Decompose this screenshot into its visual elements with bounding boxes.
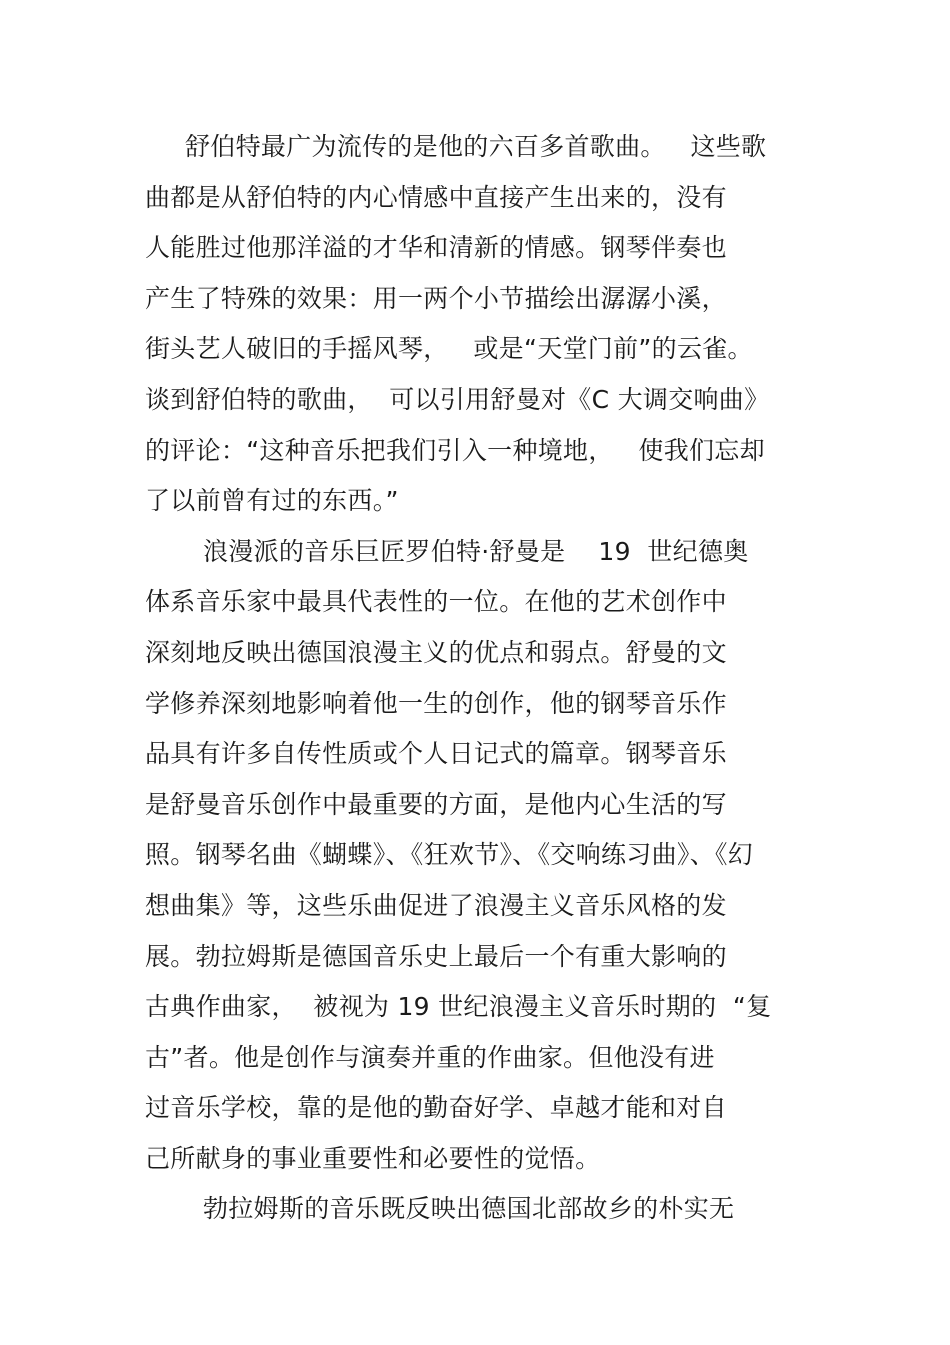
text-line: 过音乐学校，靠的是他的勤奋好学、卓越才能和对自 (145, 1093, 727, 1123)
text-line: 人能胜过他那洋溢的才华和清新的情感。钢琴伴奏也 (145, 233, 727, 263)
text-line: 勃拉姆斯的音乐既反映出德国北部故乡的朴实无 (203, 1194, 735, 1224)
text-line: 浪漫派的音乐巨匠罗伯特·舒曼是 19 世纪德奥 (203, 536, 749, 566)
text-line: 学修养深刻地影响着他一生的创作，他的钢琴音乐作 (145, 688, 727, 718)
text-line: 古”者。他是创作与演奏并重的作曲家。但他没有进 (145, 1042, 715, 1072)
text-line: 是舒曼音乐创作中最重要的方面，是他内心生活的写 (145, 789, 727, 819)
text-line: 品具有许多自传性质或个人日记式的篇章。钢琴音乐 (145, 739, 727, 769)
text-line: 的评论：“这种音乐把我们引入一种境地， 使我们忘却 (145, 435, 765, 465)
text-line: 街头艺人破旧的手摇风琴， 或是“天堂门前”的云雀。 (145, 334, 753, 364)
text-line: 古典作曲家， 被视为 19 世纪浪漫主义音乐时期的 “复 (145, 992, 772, 1022)
text-line: 了以前曾有过的东西。” (145, 486, 399, 516)
document-body (145, 122, 815, 1235)
text-line: 己所献身的事业重要性和必要性的觉悟。 (145, 1143, 601, 1173)
text-line: 产生了特殊的效果：用一两个小节描绘出潺潺小溪， (145, 283, 727, 313)
text-line: 想曲集》等，这些乐曲促进了浪漫主义音乐风格的发 (145, 890, 727, 920)
text-line: 舒伯特最广为流传的是他的六百多首歌曲。 这些歌 (185, 132, 767, 161)
text-line: 曲都是从舒伯特的内心情感中直接产生出来的，没有 (145, 182, 727, 212)
text-line: 展。勃拉姆斯是德国音乐史上最后一个有重大影响的 (145, 941, 727, 971)
text-line: 照。钢琴名曲《蝴蝶》、《狂欢节》、《交响练习曲》、《幻 (145, 840, 754, 870)
text-line: 谈到舒伯特的歌曲， 可以引用舒曼对《C 大调交响曲》 (145, 384, 770, 414)
text-line: 体系音乐家中最具代表性的一位。在他的艺术创作中 (145, 587, 727, 617)
text-line: 深刻地反映出德国浪漫主义的优点和弱点。舒曼的文 (145, 637, 727, 667)
